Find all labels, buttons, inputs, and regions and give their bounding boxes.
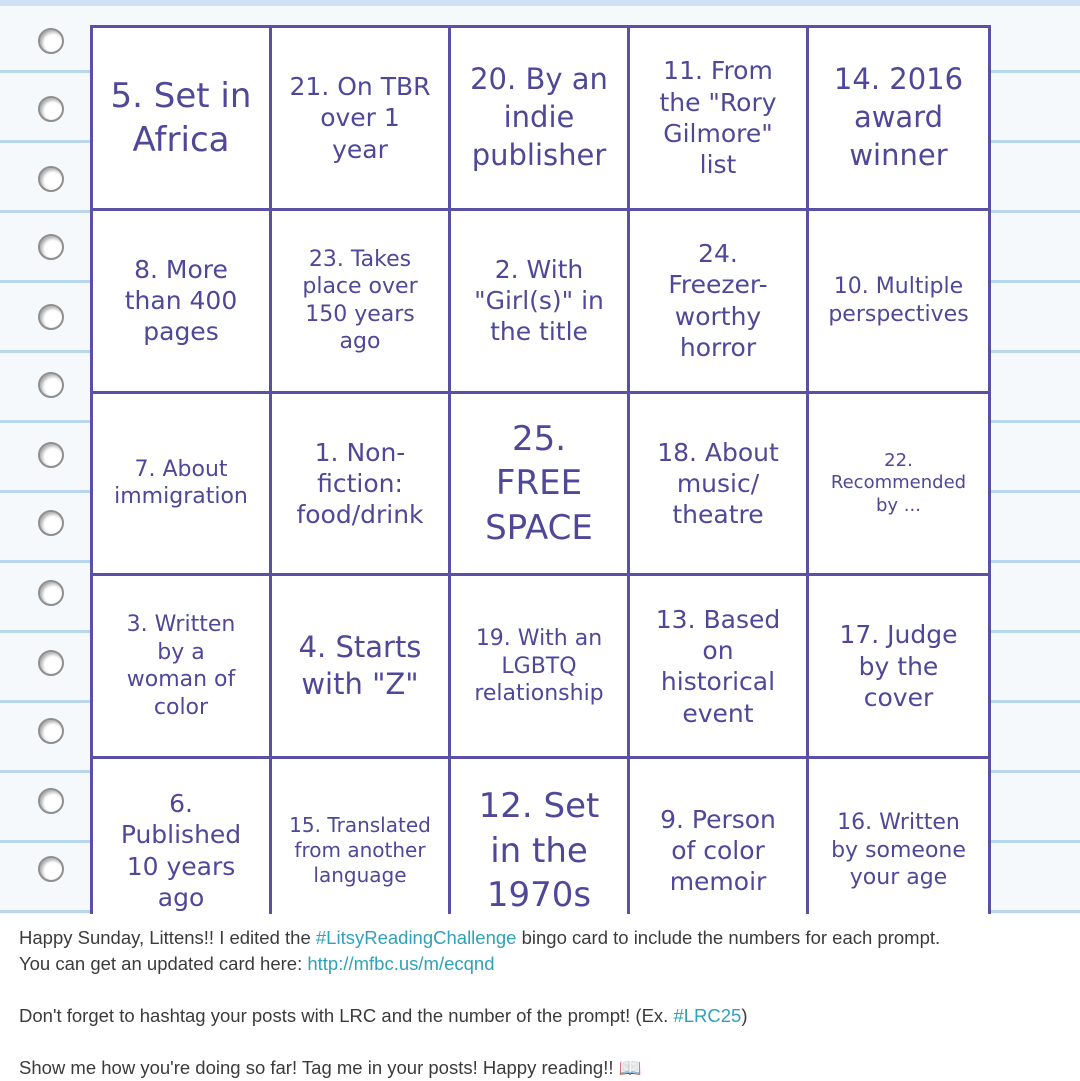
binder-hole-icon <box>38 234 64 260</box>
updated-card-link[interactable]: http://mfbc.us/m/ecqnd <box>307 953 495 974</box>
bingo-cell-text: 4. Starts with "Z" <box>298 629 422 702</box>
bingo-cell-text: 23. Takes place over 150 years ago <box>302 246 418 355</box>
bingo-cell-text: 2. With "Girl(s)" in the title <box>474 254 604 347</box>
bingo-cell <box>272 211 451 394</box>
bingo-cell <box>272 28 451 211</box>
bingo-cell <box>809 211 988 394</box>
hashtag-litsyreadingchallenge[interactable]: #LitsyReadingChallenge <box>315 927 517 948</box>
binder-hole-icon <box>38 442 64 468</box>
bingo-cell <box>451 211 630 394</box>
bingo-cell-text: 22. Recommended by ... <box>830 449 967 516</box>
bingo-cell-text: 10. Multiple perspectives <box>828 274 969 327</box>
bingo-cell <box>93 28 272 211</box>
caption-line-3: Don't forget to hashtag your posts with LRC and the number of the prompt! (Ex. #LRC25) <box>19 1005 748 1026</box>
bingo-cell <box>93 394 272 577</box>
bingo-cell <box>630 211 809 394</box>
hashtag-lrc25[interactable]: #LRC25 <box>673 1005 742 1026</box>
bingo-cell <box>451 576 630 759</box>
bingo-cell <box>93 211 272 394</box>
bingo-cell-text: 21. On TBR over 1 year <box>289 72 431 164</box>
bingo-cell-text: 8. More than 400 pages <box>124 254 238 347</box>
binder-hole-icon <box>38 510 64 536</box>
binder-hole-icon <box>38 28 64 54</box>
bingo-cell <box>809 759 988 914</box>
binder-hole-icon <box>38 580 64 606</box>
binder-hole-icon <box>38 372 64 398</box>
bingo-cell-text: 3. Written by a woman of color <box>126 612 236 720</box>
binder-hole-icon <box>38 96 64 122</box>
bingo-cell <box>272 759 451 914</box>
bingo-cell-text: 14. 2016 award winner <box>833 62 964 172</box>
bingo-cell-text: 11. From the "Rory Gilmore" list <box>659 56 777 180</box>
bingo-cell <box>809 576 988 759</box>
bingo-cell <box>809 394 988 577</box>
bingo-grid <box>90 25 991 914</box>
bingo-cell-text: 9. Person of color memoir <box>660 804 776 897</box>
bingo-cell-text: 20. By an indie publisher <box>470 62 608 172</box>
bingo-cell-text: 7. About immigration <box>114 456 248 510</box>
caption-line-2: You can get an updated card here: http://mfbc.us/m/ecqnd <box>19 953 495 974</box>
bingo-cell <box>809 28 988 211</box>
bingo-cell-text: 1. Non- fiction: food/drink <box>296 437 424 530</box>
bingo-cell <box>630 28 809 211</box>
bingo-cell <box>451 394 630 577</box>
binder-hole-icon <box>38 304 64 330</box>
bingo-cell <box>630 759 809 914</box>
bingo-cell <box>451 28 630 211</box>
bingo-cell <box>630 576 809 759</box>
post-caption <box>19 925 1064 1081</box>
bingo-cell-text: 16. Written by someone your age <box>831 810 966 891</box>
bingo-cell <box>272 394 451 577</box>
bingo-cell-text: 24. Freezer- worthy horror <box>668 239 768 362</box>
bingo-cell-text: 13. Based on historical event <box>655 604 781 728</box>
binder-hole-icon <box>38 856 64 882</box>
binder-hole-icon <box>38 166 64 192</box>
bingo-cell-text: 5. Set in Africa <box>110 75 252 160</box>
bingo-cell-text: 6. Published 10 years ago <box>120 789 242 912</box>
bingo-cell <box>272 576 451 759</box>
bingo-cell-text: 17. Judge by the cover <box>839 620 958 712</box>
bingo-cell-text: 25. FREE SPACE <box>485 419 593 548</box>
binder-hole-icon <box>38 650 64 676</box>
bingo-cell-text: 12. Set in the 1970s <box>478 786 600 914</box>
bingo-cell-text: 19. With an LGBTQ relationship <box>474 626 604 707</box>
bingo-cell <box>93 759 272 914</box>
binder-hole-icon <box>38 788 64 814</box>
bingo-cell <box>630 394 809 577</box>
bingo-cell <box>451 759 630 914</box>
caption-line-1: Happy Sunday, Littens!! I edited the #LitsyReadingChallenge bingo card to include the numbers for each prompt. <box>19 927 941 948</box>
binder-hole-icon <box>38 718 64 744</box>
bingo-cell-text: 15. Translated from another language <box>289 813 431 888</box>
bingo-cell <box>93 576 272 759</box>
caption-line-4: Show me how you're doing so far! Tag me in your posts! Happy reading!! 📖 <box>19 1057 642 1078</box>
bingo-cell-text: 18. About music/ theatre <box>657 437 779 530</box>
